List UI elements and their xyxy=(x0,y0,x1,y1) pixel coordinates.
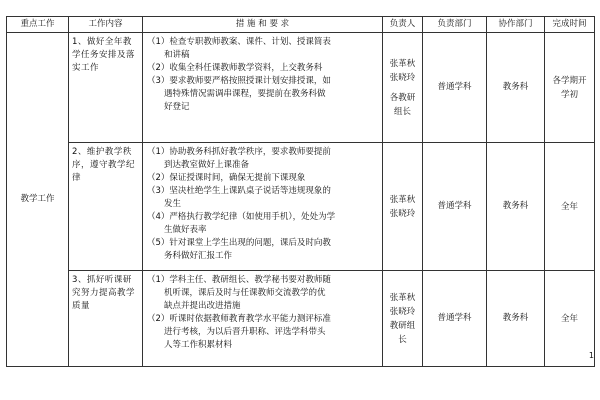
work-content: 2、维护教学秩序，遵守教学纪律 xyxy=(69,143,143,271)
deadline-text: 各学期开 xyxy=(552,75,587,86)
measure-line: 人等工作积累材料 xyxy=(147,340,233,350)
header-measures: 措 施 和 要 求 xyxy=(143,17,383,33)
deadline-text: 全年 xyxy=(560,313,578,324)
header-content: 工作内容 xyxy=(69,17,143,33)
measure-line: 到达教室做好上课准备 xyxy=(147,160,250,170)
work-content: 1、做好全年教学任务安排及落实工作 xyxy=(69,33,143,143)
table-row xyxy=(7,271,595,367)
page-number: 1 xyxy=(588,351,594,360)
measure-line: （2）保证授课时间，确保无提前下课现象 xyxy=(147,173,306,183)
person-name: 长 xyxy=(398,334,407,345)
measures-cell xyxy=(143,271,383,367)
work-content: 3、抓好听课研究努力提高教学质量 xyxy=(69,271,143,367)
measure-line: （1）学科主任、教研组长、教学秘书要对教师随 xyxy=(147,275,331,285)
measures-cell xyxy=(143,33,383,143)
deadline xyxy=(545,33,595,143)
person-name: 各教研 xyxy=(389,92,416,103)
responsible-person xyxy=(383,143,423,271)
table-row xyxy=(7,143,595,271)
measure-line: 遇特殊情况需调串课程，要提前在教务科做 xyxy=(147,89,326,99)
work-plan-table xyxy=(6,16,595,367)
person-name: 张革秋 xyxy=(389,292,416,303)
measures-cell xyxy=(143,143,383,271)
header-key-work: 重点工作 xyxy=(7,17,69,33)
measure-line: 和讲稿 xyxy=(147,50,190,60)
measure-line: （2）听课时依据教师教育教学水平能力测评标准 xyxy=(147,314,331,324)
responsible-dept: 普通学科 xyxy=(423,143,487,271)
measure-line: （3）坚决杜绝学生上课趴桌子说话等违规现象的 xyxy=(147,186,331,196)
measure-line: 机听课，课后及时与任课教师交流教学的优 xyxy=(147,288,326,298)
coop-dept: 教务科 xyxy=(487,271,545,367)
measure-line: （1）协助教务科抓好教学秩序，要求教师要提前 xyxy=(147,147,331,157)
deadline-text: 全年 xyxy=(560,201,578,212)
responsible-person xyxy=(383,33,423,143)
responsible-person xyxy=(383,271,423,367)
measure-line: （2）收集全科任课教师教学资料，上交教务科 xyxy=(147,63,323,73)
coop-dept: 教务科 xyxy=(487,33,545,143)
header-coop-dept: 协作部门 xyxy=(487,17,545,33)
header-dept: 负责部门 xyxy=(423,17,487,33)
measure-line: 缺点并提出改进措施 xyxy=(147,301,241,311)
measure-line: （4）严格执行教学纪律（如使用手机），处处为学 xyxy=(147,212,336,222)
measure-line: 进行考核，为以后晋升职称、评选学科带头 xyxy=(147,327,326,337)
person-name: 张革秋 xyxy=(389,58,416,69)
deadline-text: 学初 xyxy=(560,89,578,100)
person-name: 张晓玲 xyxy=(389,208,416,219)
person-name: 张革秋 xyxy=(389,194,416,205)
measure-line: （3）要求教师要严格按照授课计划安排授课，如 xyxy=(147,76,331,86)
person-name: 张晓玲 xyxy=(389,306,416,317)
measure-line: （5）针对课堂上学生出现的问题，课后及时向教 xyxy=(147,238,331,248)
responsible-dept: 普通学科 xyxy=(423,271,487,367)
responsible-dept: 普通学科 xyxy=(423,33,487,143)
header-deadline: 完成时间 xyxy=(545,17,595,33)
deadline xyxy=(545,271,595,367)
person-name: 组长 xyxy=(393,106,411,117)
measure-line: （1）检查专职教师教案、课件、计划、授课简表 xyxy=(147,37,331,47)
coop-dept: 教务科 xyxy=(487,143,545,271)
measure-line: 务科做好汇报工作 xyxy=(147,251,233,261)
table-row xyxy=(7,33,595,143)
header-row xyxy=(7,17,595,33)
measure-line: 好登记 xyxy=(147,102,190,112)
measure-line: 发生 xyxy=(147,199,182,209)
person-name: 张晓玲 xyxy=(389,72,416,83)
deadline xyxy=(545,143,595,271)
measure-line: 生做好表率 xyxy=(147,225,207,235)
key-work-area: 教学工作 xyxy=(7,33,69,367)
header-person: 负责人 xyxy=(383,17,423,33)
person-name: 教研组 xyxy=(389,320,416,331)
